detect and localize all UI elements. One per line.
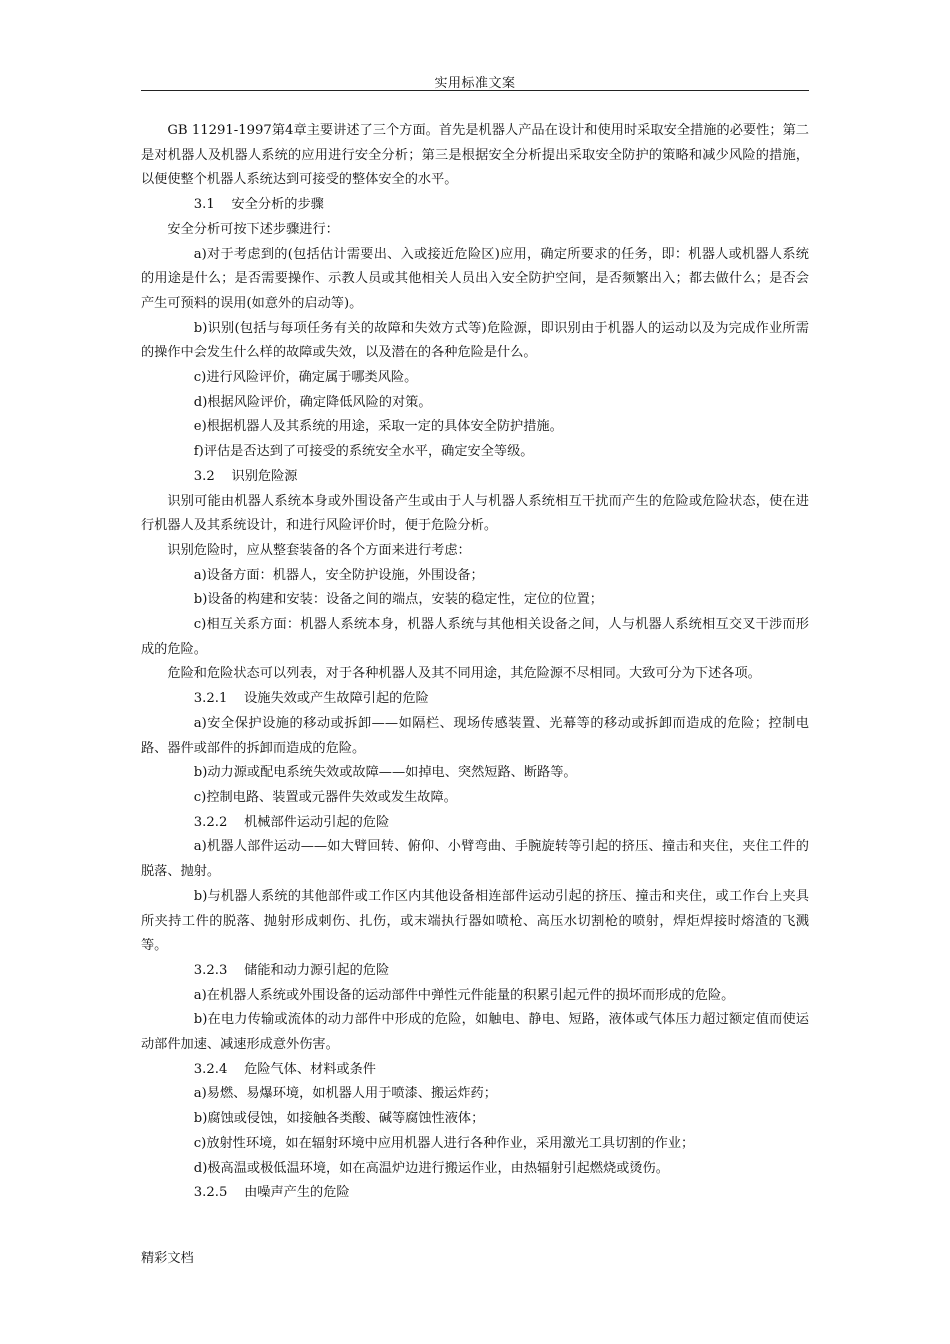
paragraph-text: 根据风险评价，确定降低风险的对策。 bbox=[207, 394, 432, 410]
section-number: 3.2.3 bbox=[193, 962, 228, 978]
page-footer: 精彩文档 bbox=[141, 1251, 194, 1266]
list-item bbox=[141, 761, 809, 786]
list-item bbox=[141, 588, 809, 613]
list-item-label: f) bbox=[193, 444, 204, 460]
list-item bbox=[141, 1132, 809, 1157]
list-item bbox=[141, 786, 809, 811]
paragraph-text: 控制电路、装置或元器件失效或发生故障。 bbox=[206, 789, 457, 805]
list-item-label: c) bbox=[193, 789, 207, 805]
paragraph-text: 识别危险源 bbox=[231, 468, 298, 484]
paragraph-text: 评估是否达到了可接受的系统安全水平，确定安全等级。 bbox=[203, 444, 534, 460]
paragraph-text: 相互关系方面：机器人系统本身，机器人系统与其他相关设备之间，人与机器人系统相互交叉干涉而形成的危险。 bbox=[141, 617, 809, 657]
list-item-label: a) bbox=[193, 567, 207, 583]
paragraph-text: 识别危险时，应从整套装备的各个方面来进行考虑： bbox=[167, 542, 471, 558]
list-item-label: e) bbox=[193, 419, 207, 435]
document-body bbox=[141, 119, 809, 1206]
list-item bbox=[141, 835, 809, 884]
paragraph-text: 设备方面：机器人，安全防护设施，外围设备； bbox=[206, 567, 484, 583]
paragraph-text: 设施失效或产生故障引起的危险 bbox=[244, 691, 429, 707]
paragraph-text: 在机器人系统或外围设备的运动部件中弹性元件能量的积累引起元件的损坏而形成的危险。 bbox=[206, 987, 735, 1003]
paragraph-text: 安全分析可按下述步骤进行： bbox=[167, 221, 339, 237]
paragraph-text: 易燃、易爆环境，如机器人用于喷漆、搬运炸药； bbox=[206, 1086, 497, 1102]
body-paragraph bbox=[141, 119, 809, 193]
list-item bbox=[141, 984, 809, 1009]
paragraph-text: 极高温或极低温环境，如在高温炉边进行搬运作业，由热辐射引起燃烧或烫伤。 bbox=[207, 1160, 669, 1176]
paragraph-text: 危险和危险状态可以列表，对于各种机器人及其不同用途，其危险源不尽相同。大致可分为下述各项。 bbox=[167, 666, 761, 682]
paragraph-text: GB 11291-1997第4章主要讲述了三个方面。首先是机器人产品在设计和使用时采取安全措施的必要性；第二是对机器人及机器人系统的应用进行安全分析；第三是根据安全分析提出采取安全防护的策略和减少风险的措施，以便使整个机器人系统达到可接受的整体安全的水平。 bbox=[141, 123, 809, 188]
list-item bbox=[141, 1008, 809, 1057]
body-paragraph bbox=[141, 490, 809, 539]
section-number: 3.2.2 bbox=[193, 814, 228, 830]
section-heading bbox=[141, 465, 809, 490]
list-item bbox=[141, 415, 809, 440]
list-item-label: a) bbox=[193, 839, 207, 855]
list-item bbox=[141, 885, 809, 959]
list-item-label: b) bbox=[193, 765, 208, 781]
body-paragraph bbox=[141, 662, 809, 687]
list-item bbox=[141, 1082, 809, 1107]
paragraph-text: 腐蚀或侵蚀，如接触各类酸、碱等腐蚀性液体； bbox=[207, 1111, 485, 1127]
section-heading bbox=[141, 1058, 809, 1083]
section-heading bbox=[141, 811, 809, 836]
paragraph-text: 储能和动力源引起的危险 bbox=[244, 962, 390, 978]
list-item bbox=[141, 712, 809, 761]
section-heading bbox=[141, 193, 809, 218]
list-item bbox=[141, 391, 809, 416]
section-heading bbox=[141, 687, 809, 712]
paragraph-text: 放射性环境，如在辐射环境中应用机器人进行各种作业，采用激光工具切割的作业； bbox=[206, 1135, 695, 1151]
section-number: 3.2 bbox=[193, 468, 215, 484]
paragraph-text: 设备的构建和安装：设备之间的端点，安装的稳定性，定位的位置； bbox=[207, 592, 603, 608]
list-item-label: c) bbox=[193, 370, 207, 386]
section-heading bbox=[141, 1181, 809, 1206]
list-item-label: d) bbox=[193, 1160, 208, 1176]
paragraph-text: 对于考虑到的(包括估计需要出、入或接近危险区)应用，确定所要求的任务，即：机器人或机器人系统的用途是什么；是否需要操作、示教人员或其他相关人员出入安全防护空间，是否频繁出入；都去做什么；是否会产生可预料的误用(如意外的启动等)。 bbox=[141, 246, 809, 311]
list-item bbox=[141, 613, 809, 662]
list-item-label: b) bbox=[193, 888, 208, 904]
section-heading bbox=[141, 959, 809, 984]
list-item bbox=[141, 243, 809, 317]
list-item-label: a) bbox=[193, 715, 207, 731]
paragraph-text: 动力源或配电系统失效或故障——如掉电、突然短路、断路等。 bbox=[207, 765, 577, 781]
list-item-label: c) bbox=[193, 617, 207, 633]
paragraph-text: 识别(包括与每项任务有关的故障和失效方式等)危险源，即识别由于机器人的运动以及为完成作业所需的操作中会发生什么样的故障或失效，以及潜在的各种危险是什么。 bbox=[141, 320, 809, 361]
list-item-label: b) bbox=[193, 592, 208, 608]
body-paragraph bbox=[141, 218, 809, 243]
list-item-label: b) bbox=[193, 1111, 208, 1127]
paragraph-text: 危险气体、材料或条件 bbox=[244, 1061, 376, 1077]
list-item bbox=[141, 564, 809, 589]
list-item bbox=[141, 317, 809, 366]
paragraph-text: 机械部件运动引起的危险 bbox=[244, 814, 390, 830]
list-item bbox=[141, 366, 809, 391]
paragraph-text: 安全保护设施的移动或拆卸——如隔栏、现场传感装置、光幕等的移动或拆卸而造成的危险；控制电路、器件或部件的拆卸而造成的危险。 bbox=[141, 715, 809, 756]
section-number: 3.1 bbox=[193, 197, 215, 213]
list-item-label: a) bbox=[193, 987, 207, 1003]
paragraph-text: 进行风险评价，确定属于哪类风险。 bbox=[206, 370, 418, 386]
list-item-label: d) bbox=[193, 394, 208, 410]
list-item bbox=[141, 1157, 809, 1182]
list-item-label: c) bbox=[193, 1135, 207, 1151]
paragraph-text: 机器人部件运动——如大臂回转、俯仰、小臂弯曲、手腕旋转等引起的挤压、撞击和夹住，夹住工件的脱落、抛射。 bbox=[141, 839, 809, 880]
list-item bbox=[141, 440, 809, 465]
list-item-label: b) bbox=[193, 1012, 208, 1028]
header-divider bbox=[141, 90, 809, 91]
paragraph-text: 在电力传输或流体的动力部件中形成的危险，如触电、静电、短路，液体或气体压力超过额定值而使运动部件加速、减速形成意外伤害。 bbox=[141, 1012, 809, 1053]
paragraph-text: 安全分析的步骤 bbox=[231, 197, 324, 213]
list-item bbox=[141, 1107, 809, 1132]
body-paragraph bbox=[141, 539, 809, 564]
section-number: 3.2.5 bbox=[193, 1185, 228, 1201]
list-item-label: a) bbox=[193, 246, 207, 262]
list-item-label: a) bbox=[193, 1086, 207, 1102]
paragraph-text: 识别可能由机器人系统本身或外围设备产生或由于人与机器人系统相互干扰而产生的危险或危险状态，使在进行机器人及其系统设计，和进行风险评价时，便于危险分析。 bbox=[141, 493, 809, 534]
paragraph-text: 由噪声产生的危险 bbox=[244, 1185, 350, 1201]
list-item-label: b) bbox=[193, 320, 208, 336]
paragraph-text: 与机器人系统的其他部件或工作区内其他设备相连部件运动引起的挤压、撞击和夹住，或工作台上夹具所夹持工件的脱落、抛射形成刺伤、扎伤，或末端执行器如喷枪、高压水切割枪的喷射，焊炬焊接时熔渣的飞溅等。 bbox=[141, 888, 809, 954]
section-number: 3.2.1 bbox=[193, 691, 228, 707]
page-header: 实用标准文案 bbox=[434, 76, 516, 91]
section-number: 3.2.4 bbox=[193, 1061, 228, 1077]
paragraph-text: 根据机器人及其系统的用途，采取一定的具体安全防护措施。 bbox=[206, 419, 563, 435]
